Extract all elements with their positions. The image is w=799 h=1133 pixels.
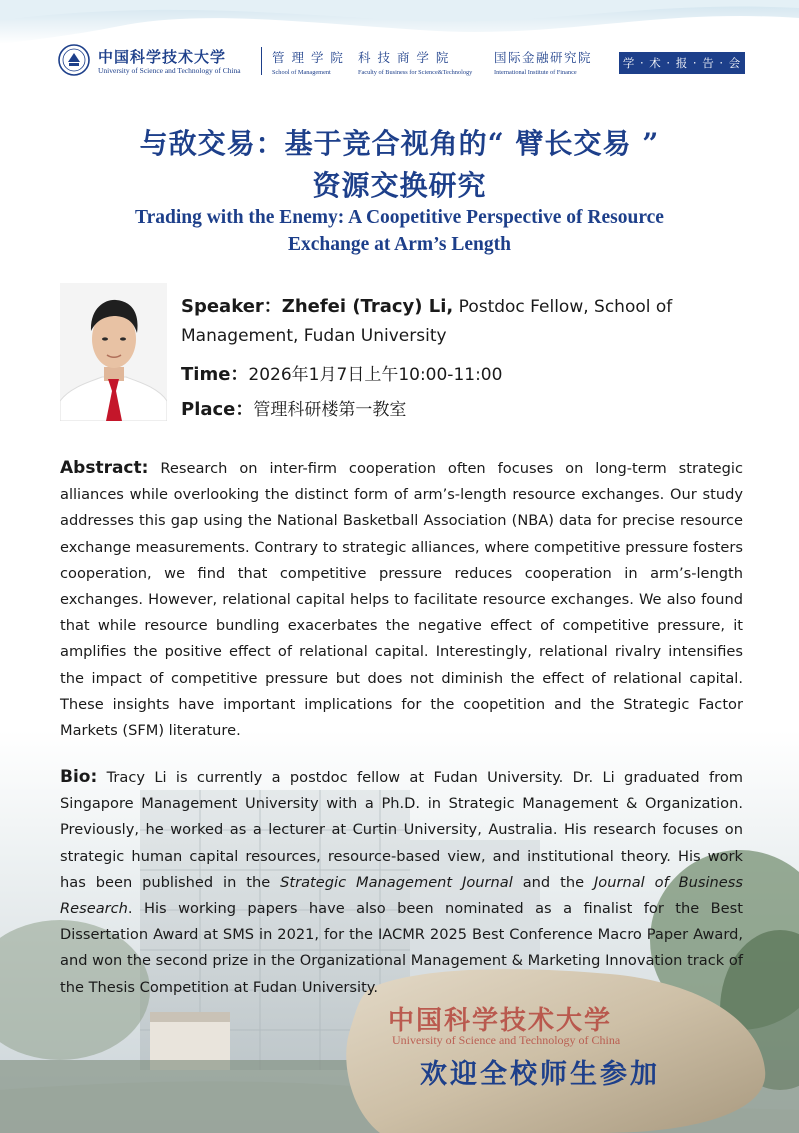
bio-label: Bio: [60,767,98,787]
time-line [181,360,502,386]
welcome-message: 欢迎全校师生参加 [420,1059,660,1090]
dept-name-en: Faculty of Business for Science&Technology [358,69,473,76]
header-divider [261,47,262,75]
abstract-paragraph [60,455,743,744]
stone-inscription-cn: 中国科学技术大学 [388,1006,613,1036]
speaker-affiliation-line-2: Management, Fudan University [181,326,447,346]
speaker-affiliation-line-1: Postdoc Fellow, School of [453,297,673,317]
academic-seminar-badge: 学 · 术 · 报 · 告 · 会 [619,52,745,74]
university-name-cn: 中国科学技术大学 [98,48,227,66]
dept-name-cn: 管 理 学 院 [272,50,345,65]
dept-name-en: School of Management [272,69,331,76]
dept-school-of-management [272,48,344,76]
title-en-line-2: Exchange at Arm’s Length [288,234,511,255]
place-value: 管理科研楼第一教室 [253,400,407,420]
dept-name-cn: 国际金融研究院 [494,50,593,65]
dept-business-science-tech [358,48,472,76]
speaker-name: Zhefei (Tracy) Li, [281,296,454,317]
stone-inscription-en: University of Science and Technology of China [392,1033,621,1047]
abstract-label: Abstract: [60,458,149,478]
bio-text-3: . His working papers have also been nominated as a finalist for the Best Dissertation Award at SMS in 2021, for the IACMR 2025 Best Conference Macro Paper Award, and won the second prize in the Organizational Management & Marketing Innovation track of the Thesis Competition at Fudan University. [60,900,743,996]
place-label: Place： [181,399,254,420]
university-emblem-icon [58,44,90,76]
speaker-label: Speaker： [181,296,282,317]
time-value: 2026年1月7日上午10:00-11:00 [248,365,503,385]
dept-name-en: International Institute of Finance [494,69,577,76]
time-label: Time： [181,364,249,385]
speaker-line [181,292,672,318]
dept-name-cn: 科 技 商 学 院 [358,50,450,65]
title-cn-line-1: 与敌交易：基于竞合视角的“ 臂长交易 ” [139,127,660,160]
title-en-line-1: Trading with the Enemy: A Coopetitive Perspective of Resource [135,207,664,228]
speaker-photo [60,283,167,421]
place-line [181,395,406,421]
university-name-en: University of Science and Technology of China [98,66,241,75]
header-bar [0,44,799,80]
bio-paragraph [60,764,743,1001]
dept-finance-institute [494,48,592,76]
bio-journal-1: Strategic Management Journal [280,873,513,891]
bio-text-2: and the [512,873,594,891]
bio-text-1: Tracy Li is currently a postdoc fellow at Fudan University. Dr. Li graduated from Singapore Management University with a Ph.D. in Strategic Management & Organization. Previously, he worked as a lecturer at Curtin University, Australia. His research focuses on strategic human capital resources, resource-based view, and institutional theory. His work has been published in the [60,769,743,891]
bio-journal-2: Journal of Business Research [60,873,743,918]
abstract-text: Research on inter-firm cooperation often focuses on long-term strategic alliances while overlooking the distinct form of arm’s-length resource exchanges. Our study addresses this gap using the National Basketball Association (NBA) data for precise resource exchange measurements. Contrary to strategic alliances, where competitive pressure fosters cooperation, we find that competitive pressure reduces cooperation in arm’s-length exchanges. However, relational capital helps to facilitate resource exchanges. We also found that while resource bundling exacerbates the negative effect of competitive pressure, it amplifies the positive effect of relational capital. Interestingly, relational rivalry intensifies the impact of competitive pressure but does not diminish the effect of relational capital. These insights have important implications for the coopetition and the Strategic Factor Markets (SFM) literature. [60,460,743,740]
title-cn-line-2: 资源交换研究 [312,169,487,202]
